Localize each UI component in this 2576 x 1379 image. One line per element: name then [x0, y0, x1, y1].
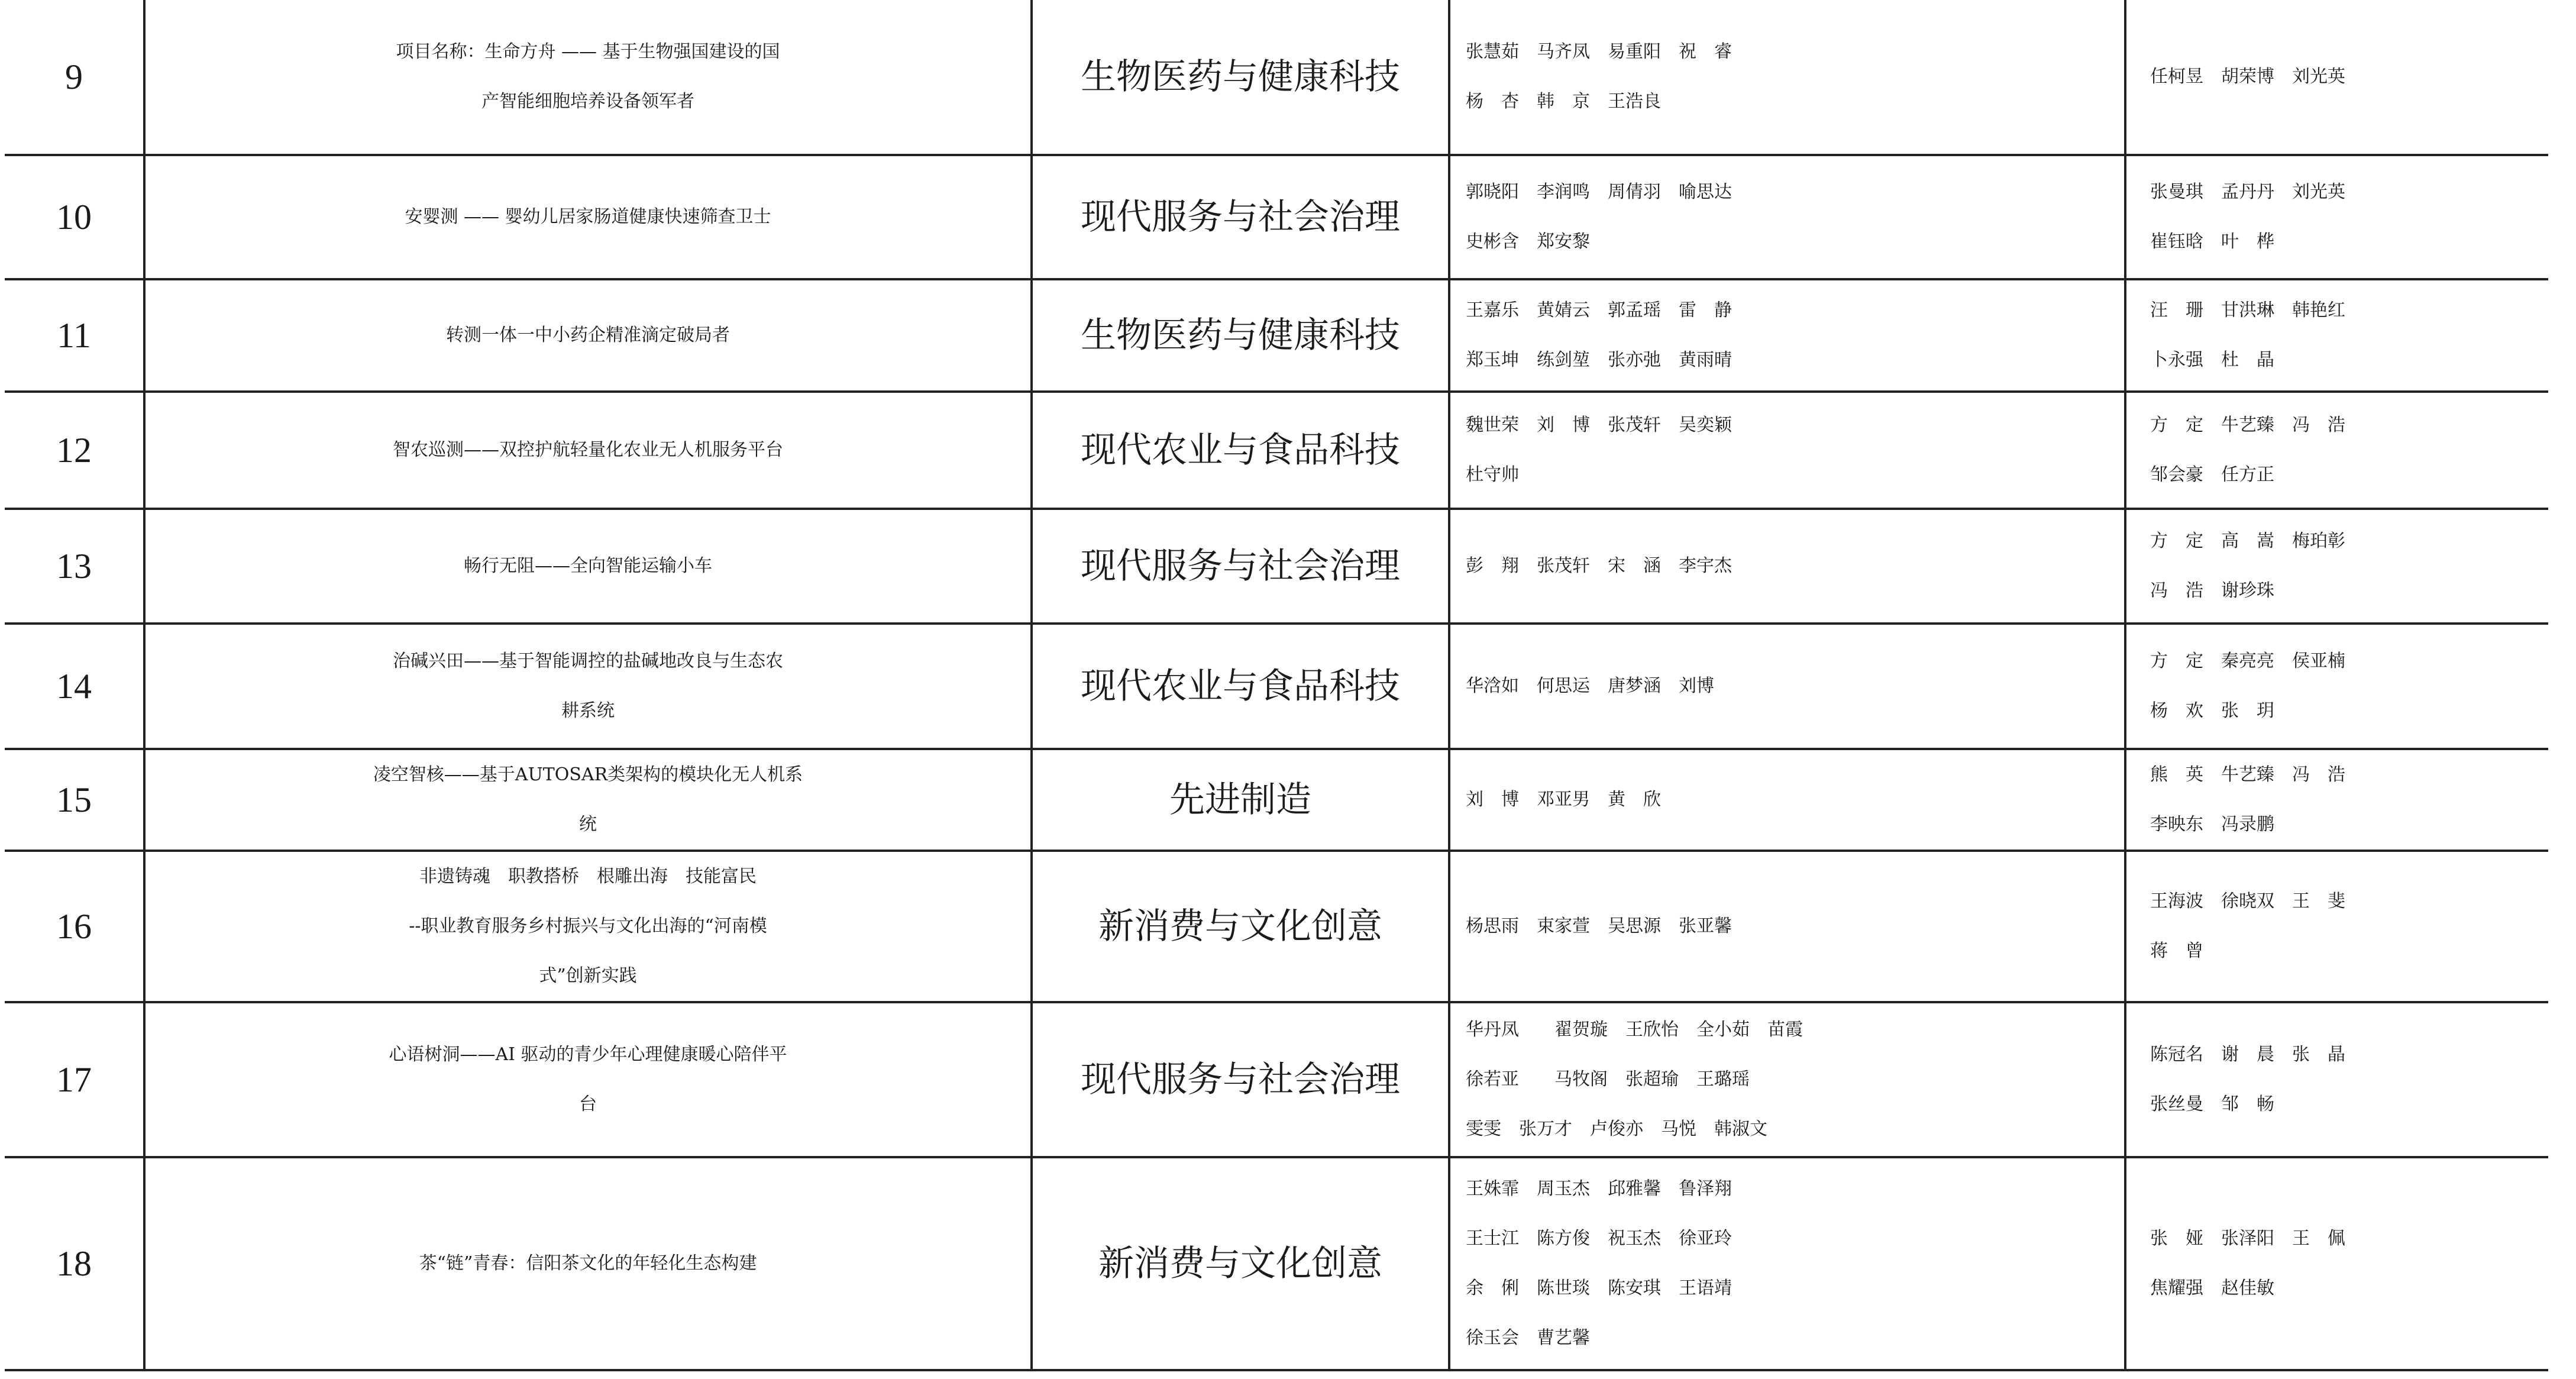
row-number-text: 16	[56, 907, 92, 946]
advisors-line: 冯 浩 谢珍珠	[2150, 580, 2274, 601]
row-number-text: 10	[56, 198, 92, 237]
project-name-line: 畅行无阻——全向智能运输小车	[464, 556, 712, 576]
row-number	[5, 851, 144, 1002]
row-number	[5, 155, 144, 279]
project-track-text: 生物医药与健康科技	[1081, 56, 1400, 98]
team-members-line: 王嘉乐 黄婧云 郭孟瑶 雷 静	[1466, 300, 1732, 321]
team-members	[1449, 392, 2125, 509]
team-members-line: 魏世荣 刘 博 张茂轩 吴奕颖	[1466, 415, 1732, 435]
row-number-text: 12	[56, 431, 92, 470]
project-track-text: 现代服务与社会治理	[1081, 545, 1400, 587]
advisors-line: 杨 欢 张 玥	[2150, 700, 2274, 721]
advisors-line: 张 娅 张泽阳 王 佩	[2150, 1228, 2345, 1249]
project-name-line: 治碱兴田——基于智能调控的盐碱地改良与生态农	[393, 651, 783, 671]
advisors	[2125, 155, 2548, 279]
advisors	[2125, 509, 2548, 624]
project-name	[144, 851, 1032, 1002]
table-body	[5, 0, 2548, 1370]
advisors-line: 王海波 徐晓双 王 斐	[2150, 891, 2345, 912]
team-members-line: 余 俐 陈世琰 陈安琪 王语靖	[1466, 1278, 1732, 1299]
project-track	[1032, 155, 1449, 279]
project-track-text: 现代农业与食品科技	[1081, 666, 1400, 707]
project-name-line: 茶“链”青春：信阳茶文化的年轻化生态构建	[419, 1253, 757, 1274]
project-name	[144, 0, 1032, 155]
advisors	[2125, 1157, 2548, 1370]
project-track-text: 现代服务与社会治理	[1081, 196, 1400, 238]
project-name	[144, 1157, 1032, 1370]
project-name-line: 凌空智核——基于AUTOSAR类架构的模块化无人机系	[373, 764, 803, 785]
project-track-text: 新消费与文化创意	[1098, 1243, 1382, 1284]
row-number-text: 13	[56, 547, 92, 586]
project-track-text: 新消费与文化创意	[1098, 906, 1382, 947]
table-row	[5, 749, 2548, 851]
row-number	[5, 509, 144, 624]
table-row	[5, 1157, 2548, 1370]
row-number	[5, 279, 144, 392]
project-name-line: 智农巡测——双控护航轻量化农业无人机服务平台	[393, 440, 783, 460]
advisors-line: 任柯昱 胡荣博 刘光英	[2150, 66, 2345, 87]
project-name-line: --职业教育服务乡村振兴与文化出海的“河南模	[409, 916, 767, 936]
team-members-line: 史彬含 郑安黎	[1466, 231, 1590, 252]
team-members-line: 徐玉会 曹艺馨	[1466, 1328, 1590, 1348]
advisors	[2125, 0, 2548, 155]
table-row	[5, 624, 2548, 749]
project-name	[144, 749, 1032, 851]
team-members	[1449, 749, 2125, 851]
advisors-line: 汪 珊 甘洪琳 韩艳红	[2150, 300, 2345, 321]
row-number	[5, 624, 144, 749]
project-track	[1032, 749, 1449, 851]
advisors-line: 崔钰晗 叶 桦	[2150, 231, 2274, 252]
project-name-line: 非遗铸魂 职教搭桥 根雕出海 技能富民	[419, 866, 757, 887]
team-members-line: 王姝霏 周玉杰 邱雅馨 鲁泽翔	[1466, 1178, 1732, 1199]
row-number	[5, 1157, 144, 1370]
table-row	[5, 1002, 2548, 1157]
project-name	[144, 1002, 1032, 1157]
team-members-line: 张慧茹 马齐凤 易重阳 祝 睿	[1466, 41, 1732, 62]
team-members-line: 杜守帅	[1466, 464, 1519, 485]
team-members-line: 杨思雨 束家萱 吴思源 张亚馨	[1466, 916, 1732, 936]
project-track	[1032, 279, 1449, 392]
project-name-line: 项目名称：生命方舟 —— 基于生物强国建设的国	[396, 41, 780, 62]
advisors-line: 卜永强 杜 晶	[2150, 350, 2274, 370]
advisors	[2125, 851, 2548, 1002]
table-row	[5, 851, 2548, 1002]
row-number	[5, 749, 144, 851]
row-number	[5, 392, 144, 509]
row-number	[5, 1002, 144, 1157]
advisors-line: 张丝曼 邹 畅	[2150, 1094, 2274, 1115]
project-name-line: 统	[579, 814, 597, 835]
advisors-line: 熊 英 牛艺臻 冯 浩	[2150, 764, 2345, 785]
project-name-line: 台	[579, 1094, 597, 1115]
advisors	[2125, 1002, 2548, 1157]
advisors-line: 李映东 冯录鹏	[2150, 814, 2274, 835]
project-track	[1032, 1002, 1449, 1157]
advisors-line: 邹会豪 任方正	[2150, 464, 2274, 485]
team-members	[1449, 1002, 2125, 1157]
advisors-line: 陈冠名 谢 晨 张 晶	[2150, 1044, 2345, 1065]
team-members	[1449, 0, 2125, 155]
team-members-line: 王士江 陈方俊 祝玉杰 徐亚玲	[1466, 1228, 1732, 1249]
advisors-line: 方 定 秦亮亮 侯亚楠	[2150, 651, 2345, 671]
table-row	[5, 279, 2548, 392]
advisors-line: 焦耀强 赵佳敏	[2150, 1278, 2274, 1299]
row-number-text: 9	[65, 57, 83, 96]
team-members-line: 徐若亚 马牧阁 张超瑜 王璐瑶	[1466, 1069, 1750, 1090]
advisors-line: 方 定 牛艺臻 冯 浩	[2150, 415, 2345, 435]
team-members	[1449, 624, 2125, 749]
team-members	[1449, 279, 2125, 392]
project-name-line: 安婴测 —— 婴幼儿居家肠道健康快速筛查卫士	[405, 206, 771, 227]
row-number-text: 18	[56, 1244, 92, 1283]
project-track	[1032, 392, 1449, 509]
project-name-line: 转测一体一中小药企精准滴定破局者	[446, 325, 730, 345]
project-name	[144, 509, 1032, 624]
project-track-text: 生物医药与健康科技	[1081, 315, 1400, 356]
advisors	[2125, 279, 2548, 392]
advisors-line: 蒋 曾	[2150, 941, 2203, 961]
team-members	[1449, 1157, 2125, 1370]
table-row	[5, 155, 2548, 279]
row-number-text: 14	[56, 667, 92, 706]
project-track-text: 先进制造	[1169, 779, 1311, 821]
advisors	[2125, 624, 2548, 749]
advisors-line: 张曼琪 孟丹丹 刘光英	[2150, 182, 2345, 202]
project-name-line: 耕系统	[561, 700, 615, 721]
advisors-line: 方 定 高 嵩 梅珀彰	[2150, 531, 2345, 551]
team-members	[1449, 155, 2125, 279]
project-track	[1032, 509, 1449, 624]
team-members-line: 华浛如 何思运 唐梦涵 刘博	[1466, 676, 1714, 696]
team-members-line: 杨 杏 韩 京 王浩良	[1466, 91, 1661, 112]
row-number-text: 15	[56, 780, 92, 819]
project-name-line: 式”创新实践	[539, 965, 637, 986]
row-number-text: 11	[57, 316, 91, 355]
team-members-line: 彭 翔 张茂轩 宋 涵 李宇杰	[1466, 556, 1732, 576]
table-row	[5, 392, 2548, 509]
row-number-text: 17	[56, 1060, 92, 1099]
project-name-line: 心语树洞——AI 驱动的青少年心理健康暖心陪伴平	[389, 1044, 787, 1065]
project-name	[144, 624, 1032, 749]
team-members-line: 郑玉坤 练剑堃 张亦弛 黄雨晴	[1466, 350, 1732, 370]
row-number	[5, 0, 144, 155]
table-row	[5, 509, 2548, 624]
project-track-text: 现代服务与社会治理	[1081, 1059, 1400, 1100]
project-name	[144, 279, 1032, 392]
project-track	[1032, 851, 1449, 1002]
project-name	[144, 155, 1032, 279]
team-members-line: 郭晓阳 李润鸣 周倩羽 喻思达	[1466, 182, 1732, 202]
project-track	[1032, 1157, 1449, 1370]
team-members-line: 刘 博 邓亚男 黄 欣	[1466, 789, 1661, 810]
team-members-line: 华丹凤 翟贺璇 王欣怡 全小茹 苗霞	[1466, 1019, 1803, 1040]
project-table	[5, 0, 2548, 1371]
team-members-line: 雯雯 张万才 卢俊亦 马悦 韩淑文	[1466, 1119, 1767, 1139]
project-name	[144, 392, 1032, 509]
advisors	[2125, 392, 2548, 509]
team-members	[1449, 509, 2125, 624]
table-row	[5, 0, 2548, 155]
project-name-line: 产智能细胞培养设备领军者	[481, 91, 694, 112]
team-members	[1449, 851, 2125, 1002]
project-track	[1032, 624, 1449, 749]
advisors	[2125, 749, 2548, 851]
project-track	[1032, 0, 1449, 155]
project-track-text: 现代农业与食品科技	[1081, 429, 1400, 471]
